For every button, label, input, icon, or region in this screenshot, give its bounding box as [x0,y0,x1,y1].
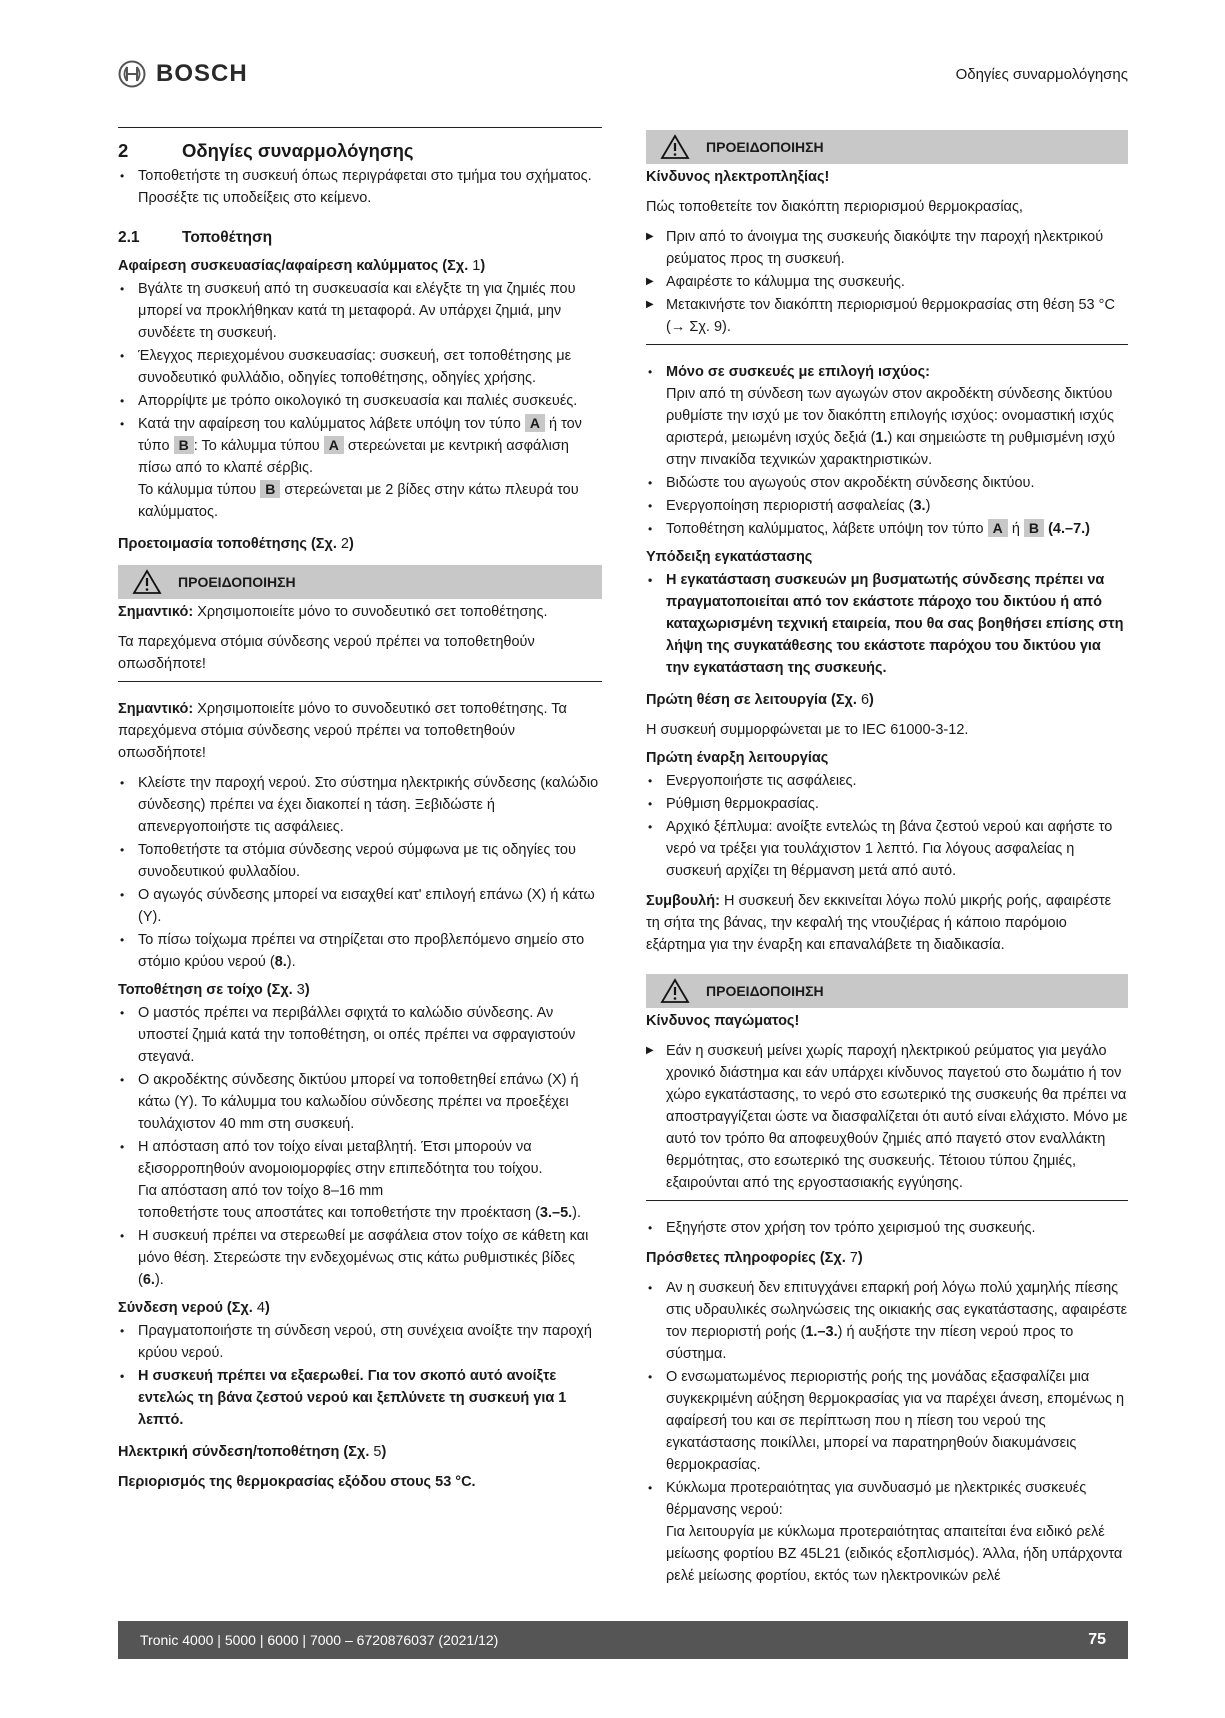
list-item: • Τοποθέτηση καλύμματος, λάβετε υπόψη τον τύπο A ή B (4.–7.) [646,518,1128,540]
install-hint-heading: Υπόδειξη εγκατάστασης [646,549,813,565]
warning-title: Κίνδυνος παγώματος! [646,1013,800,1029]
temp-limit-heading: Περιορισμός της θερμοκρασίας εξόδου στους 53 °C. [118,1474,476,1490]
subsection-heading: 2.1 Τοποθέτηση [118,229,273,246]
warning-text-2: Τα παρεχόμενα στόμια σύνδεσης νερού πρέπει να τοποθετηθούν οπωσδήποτε! [118,634,535,672]
list-item: ▶ Μετακινήστε τον διακόπτη περιορισμού θερμοκρασίας στη θέση 53 °C (→ Σχ. 9). [646,294,1128,338]
warning-intro: Πώς τοποθετείτε τον διακόπτη περιορισμού θερμοκρασίας, [646,199,1023,215]
warning-box-frost [646,974,1128,1201]
list-item: • Η απόσταση από τον τοίχο είναι μεταβλητή. Έτσι μπορούν να εξισορροπηθούν ανομοιομορφίες στην επιπεδότητα του τοίχου. Για απόσταση από τον τοίχο 8–16 mm τοποθετήστε τους αποστάτες και τοποθετήστε την προέκταση (3.–5.). [118,1136,602,1224]
section-heading: 2 Οδηγίες συναρμολόγησης [118,140,414,161]
warning-triangle-icon [660,978,690,1004]
warning-bar: ΠΡΟΕΙΔΟΠΟΙΗΣΗ [646,974,1128,1008]
prep-heading: Προετοιμασία τοποθέτησης (Σχ. 2) [118,536,354,552]
first-op-heading: Πρώτη θέση σε λειτουργία (Σχ. 6) [646,692,874,708]
list-item: • Τοποθετήστε τη συσκευή όπως περιγράφεται στο τμήμα του σχήματος. Προσέξτε τις υποδείξεις στο κείμενο. [118,165,602,209]
brand-logo [118,60,248,88]
type-a-badge: A [988,519,1008,537]
first-op-text: Η συσκευή συμμορφώνεται με το IEC 61000-3-12. [646,722,969,738]
list-item: • Η συσκευή πρέπει να εξαερωθεί. Για τον σκοπό αυτό ανοίξτε εντελώς τη βάνα ζεστού νερού και ξεπλύνετε τη συσκευή για 1 λεπτό. [118,1365,602,1431]
unpack-list [118,278,602,523]
list-item: • Αρχικό ξέπλυμα: ανοίξτε εντελώς τη βάνα ζεστού νερού και αφήστε το νερό να τρέξει για τουλάχιστον 1 λεπτό. Για λόγους ασφαλείας η συσκευή αρχίζει τη θέρμανση μετά από αυτό. [646,816,1128,882]
warning-steps [646,226,1128,338]
type-a-badge: A [525,414,545,432]
list-item: • Ο ακροδέκτης σύνδεσης δικτύου μπορεί να τοποθετηθεί επάνω (X) ή κάτω (Y). Το κάλυμμα του καλωδίου σύνδεσης πρέπει να προεξέχει τουλάχιστον 40 mm στη συσκευή. [118,1069,602,1135]
footer-doc-id: Tronic 4000 | 5000 | 6000 | 7000 – 6720876037 (2021/12) [140,1632,499,1648]
list-item: • Βγάλτε τη συσκευή από τη συσκευασία και ελέγξτε τη για ζημιές που μπορεί να προκλήθηκαν κατά τη μεταφορά. Αν υπάρχει ζημιά, μην συνδέετε τη συσκευή. [118,278,602,344]
warning-bar: ΠΡΟΕΙΔΟΠΟΙΗΣΗ [118,565,602,599]
list-item-cover: • Κατά την αφαίρεση του καλύμματος λάβετε υπόψη τον τύπο A ή τον τύπο B : Το κάλυμμα τύπου A στερεώνεται με κεντρική ασφάλιση πίσω από το κλαπέ σέρβις. Το κάλυμμα τύπου B στερεώνεται με 2 βίδες στην κάτω πλευρά του καλύμματος. [118,413,602,523]
list-item: • Ο αγωγός σύνδεσης μπορεί να εισαχθεί κατ' επιλογή επάνω (X) ή κάτω (Y). [118,884,602,928]
list-item: • Το πίσω τοίχωμα πρέπει να στηρίζεται στο προβλεπόμενο σημείο στο στόμιο κρύου νερού (8.). [118,929,602,973]
type-b-badge: B [260,480,280,498]
explain-list [646,1217,1128,1239]
warning-bar: ΠΡΟΕΙΔΟΠΟΙΗΣΗ [646,130,1128,164]
water-heading: Σύνδεση νερού (Σχ. 4) [118,1300,270,1316]
important-note: Σημαντικό: Χρησιμοποιείτε μόνο το συνοδευτικό σετ τοποθέτησης. Τα παρεχόμενα στόμια σύνδεσης νερού πρέπει να τοποθετηθούν οπωσδήποτε! [118,701,567,761]
list-item: • Κύκλωμα προτεραιότητας για συνδυασμό με ηλεκτρικές συσκευές θέρμανσης νερού: Για λειτουργία με κύκλωμα προτεραιότητας απαιτείται ένα ειδικό ρελέ μείωσης φορτίου BZ 45L21 (ειδικός εξοπλισμός). Άλλα, ήδη υπάρχοντα ρελέ μείωσης φορτίου, εκτός των ηλεκτρονικών ρελέ [646,1477,1128,1587]
list-item: • Απορρίψτε με τρόπο οικολογικό τη συσκευασία και παλιές συσκευές. [118,390,602,412]
list-item: • Ενεργοποίηση περιοριστή ασφαλείας (3.) [646,495,1128,517]
list-item: • Βιδώστε του αγωγούς στον ακροδέκτη σύνδεσης δικτύου. [646,472,1128,494]
list-item: • Μόνο σε συσκευές με επιλογή ισχύος: Πριν από τη σύνδεση των αγωγών στον ακροδέκτη σύνδεσης δικτύου ρυθμίστε την ισχύ με τον διακόπτη επιλογής ισχύος: ονομαστική ισχύς αριστερά, μειωμένη ισχύς δεξιά (1.) και σημειώστε τη ρυθμισμένη ισχύ στην πινακίδα τεχνικών χαρακτηριστικών. [646,361,1128,471]
intro-list [118,165,602,209]
list-item: • Πραγματοποιήστε τη σύνδεση νερού, στη συνέχεια ανοίξτε την παροχή κρύου νερού. [118,1320,602,1364]
wall-heading: Τοποθέτηση σε τοίχο (Σχ. 3) [118,982,310,998]
list-item: • Έλεγχος περιεχομένου συσκευασίας: συσκευή, σετ τοποθέτησης με συνοδευτικό φυλλάδιο, οδηγίες τοποθέτησης, οδηγίες χρήσης. [118,345,602,389]
list-item: • Η εγκατάσταση συσκευών μη βυσματωτής σύνδεσης πρέπει να πραγματοποιείται από τον εκάστοτε πάροχο του δικτύου ή από καταχωρισμένη τεχνική εταιρεία, που θα σας βοηθήσει επίσης στη λήψη της συγκατάθεσης του εκάστοτε παρόχου του δικτύου για την εγκατάσταση της συσκευής. [646,569,1128,679]
list-item: • Τοποθετήστε τα στόμια σύνδεσης νερού σύμφωνα με τις οδηγίες του συνοδευτικού φυλλαδίου. [118,839,602,883]
warning-text: Σημαντικό: Χρησιμοποιείτε μόνο το συνοδευτικό σετ τοποθέτησης. [118,604,548,620]
warning-triangle-icon [660,134,690,160]
list-item: • Ο μαστός πρέπει να περιβάλλει σφιχτά το καλώδιο σύνδεσης. Αν υποστεί ζημιά κατά την τοποθέτηση, οι οπές πρέπει να σφραγιστούν στεγανά. [118,1002,602,1068]
list-item: • Αν η συσκευή δεν επιτυγχάνει επαρκή ροή λόγω πολύ χαμηλής πίεσης στις υδραυλικές σωληνώσεις της οικιακής σας εγκατάστασης, αφαιρέστε τον περιοριστή ροής (1.–3.) ή αυξήστε την πίεση νερού προς το σύστημα. [646,1277,1128,1365]
warning-box-electric [646,130,1128,345]
install-hint-list [646,569,1128,679]
unpack-heading: Αφαίρεση συσκευασίας/αφαίρεση καλύμματος (Σχ. 1) [118,258,486,274]
right-column [646,127,1128,1587]
page-number: 75 [1088,1631,1106,1648]
water-list [118,1320,602,1431]
list-item: • Κλείστε την παροχή νερού. Στο σύστημα ηλεκτρικής σύνδεσης (καλώδιο σύνδεσης) πρέπει να έχει διακοπεί η τάση. Ξεβιδώστε ή απενεργοποιήστε τις ασφάλειες. [118,772,602,838]
bosch-armature-icon [118,60,146,88]
prep-list [118,772,602,973]
list-item: ▶ Εάν η συσκευή μείνει χωρίς παροχή ηλεκτρικού ρεύματος για μεγάλο χρονικό διάστημα και εάν υπάρχει κίνδυνος παγετού στο δωμάτιο ή τον χώρο εγκατάστασης, το νερό στο εσωτερικό της συσκευής θα πρέπει να αποστραγγίζεται ώστε να διασφαλίζεται ότι αυτό είναι ελάχιστο. Μόνο με αυτό τον τρόπο θα αποφευχθούν ζημιές από παγετό στον εναλλάκτη θερμότητας, στο εσωτερικό της συσκευής. Τέτοιου τύπου ζημιές, εξαιρούνται από της εργοστασιακής εγγύησης. [646,1040,1128,1194]
info-list [646,1277,1128,1587]
warning-box [118,565,602,682]
left-column [118,127,602,1493]
header-section-title: Οδηγίες συναρμολόγησης [955,66,1128,83]
first-start-heading: Πρώτη έναρξη λειτουργίας [646,750,829,766]
electric-list [646,361,1128,540]
warning-title: Κίνδυνος ηλεκτροπληξίας! [646,169,830,185]
list-item: • Εξηγήστε στον χρήση τον τρόπο χειρισμού της συσκευής. [646,1217,1128,1239]
list-item: • Ρύθμιση θερμοκρασίας. [646,793,1128,815]
info-heading: Πρόσθετες πληροφορίες (Σχ. 7) [646,1250,863,1266]
tip-text: Συμβουλή: Η συσκευή δεν εκκινείται λόγω πολύ μικρής ροής, αφαιρέστε τη σήτα της βάνας, την κεφαλή της ντουζιέρας ή κάποιο παρόμοιο εξάρτημα για την έναρξη και επαναλάβετε τη διαδικασία. [646,893,1112,953]
page-footer [118,1621,1128,1659]
warning-triangle-icon [132,569,162,595]
list-item: • Ενεργοποιήστε τις ασφάλειες. [646,770,1128,792]
warning-steps [646,1040,1128,1194]
list-item: ▶ Πριν από το άνοιγμα της συσκευής διακόψτε την παροχή ηλεκτρικού ρεύματος προς τη συσκευή. [646,226,1128,270]
first-start-list [646,770,1128,882]
list-item: ▶ Αφαιρέστε το κάλυμμα της συσκευής. [646,271,1128,293]
list-item: • Η συσκευή πρέπει να στερεωθεί με ασφάλεια στον τοίχο σε κάθετη και μόνο θέση. Στερεώστε την ενδεχομένως στις κάτω ρυθμιστικές βίδες (6.). [118,1225,602,1291]
list-item: • Ο ενσωματωμένος περιοριστής ροής της μονάδας εξασφαλίζει μια συγκεκριμένη αύξηση θερμοκρασίας για να παρέχει άνεση, επομένως η αφαίρεσή του και σε περίπτωση που η πίεση του νερού της εγκατάστασης ποικίλλει, μπορεί να παρατηρηθούν διακυμάνσεις θερμοκρασίας. [646,1366,1128,1476]
type-b-badge: B [1024,519,1044,537]
type-a-badge: A [324,436,344,454]
type-b-badge: B [174,436,194,454]
brand-name: BOSCH [156,60,248,87]
electric-heading: Ηλεκτρική σύνδεση/τοποθέτηση (Σχ. 5) [118,1444,387,1460]
wall-list [118,1002,602,1291]
